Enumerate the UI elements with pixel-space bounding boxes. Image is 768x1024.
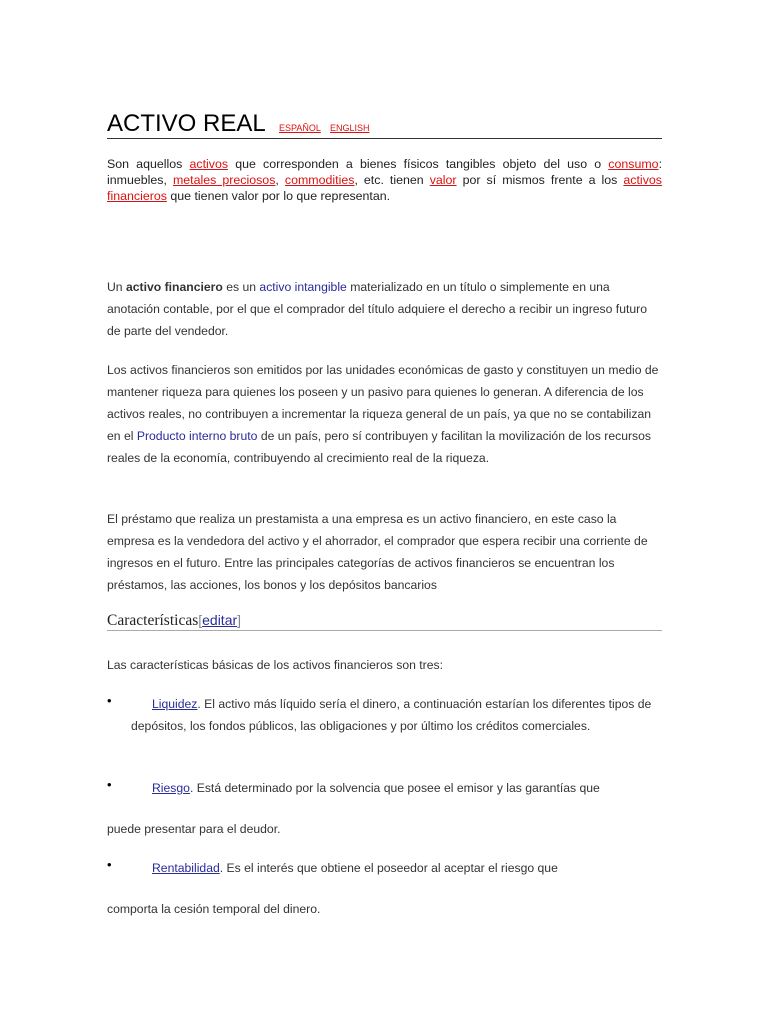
link-commodities[interactable]: commodities (284, 173, 355, 187)
language-link-spanish[interactable]: ESPAÑOL (279, 123, 321, 133)
link-producto-interno-bruto[interactable]: Producto interno bruto (136, 429, 258, 443)
section-heading-caracteristicas (107, 610, 662, 631)
link-metales-preciosos[interactable]: metales preciosos (172, 173, 276, 187)
link-activos-financieros[interactable]: activos financieros (107, 173, 662, 203)
intro-text: , (275, 173, 285, 187)
paragraph-emision (107, 359, 662, 469)
link-rentabilidad[interactable]: Rentabilidad (152, 861, 220, 875)
paragraph-activo-financiero (107, 276, 662, 342)
list-item-continuation: puede presentar para el deudor. (107, 822, 281, 836)
list-item-rentabilidad (131, 857, 662, 879)
list-item-riesgo (131, 777, 662, 799)
paragraph-text: de un país, pero sí contribuyen y facilitan la movilización de los recursos reales de la economía, contribuyendo al crecimiento real de la riqueza. (107, 429, 652, 465)
intro-text: que corresponden a bienes físicos tangibles objeto del uso o (228, 157, 609, 171)
bullet-symbol: • (107, 693, 112, 708)
paragraph-text: materializado en un título o simplemente en una anotación contable, por el que el comprador del título adquiere el derecho a recibir un ingreso futuro de parte del vendedor. (107, 280, 647, 338)
page-title: ACTIVO REAL (107, 110, 266, 137)
paragraph-text: Los activos financieros son emitidos por las unidades económicas de gasto y constituyen un medio de mantener riqueza para quienes los poseen y un pasivo para quienes lo generan. A diferencia de los activos reales, no contribuyen a incrementar la riqueza general de un país, ya que no se contabilizan en el (107, 363, 659, 443)
intro-text: por sí mismos frente a los (456, 173, 624, 187)
list-item-continuation: comporta la cesión temporal del dinero. (107, 902, 321, 916)
list-item-text: . Es el interés que obtiene el poseedor al aceptar el riesgo que (219, 861, 558, 875)
section-title: Características (107, 612, 199, 629)
bold-term: activo financiero (125, 280, 223, 294)
bullet-symbol: • (107, 777, 112, 792)
link-activos[interactable]: activos (189, 157, 229, 171)
list-item-liquidez (131, 693, 662, 737)
list-item-text: . Está determinado por la solvencia que posee el emisor y las garantías que (189, 781, 600, 795)
intro-text: : inmuebles, (107, 157, 663, 187)
link-liquidez[interactable]: Liquidez (152, 697, 198, 711)
intro-paragraph (107, 156, 662, 204)
link-riesgo[interactable]: Riesgo (152, 781, 190, 795)
list-item-text: . El activo más líquido sería el dinero, a continuación estarían los diferentes tipos de depósitos, los fondos públicos, las obligaciones y por último los créditos comerciales. (131, 697, 652, 733)
language-link-english[interactable]: ENGLISH (330, 123, 370, 133)
link-valor[interactable]: valor (429, 173, 457, 187)
intro-text: que tienen valor por lo que representan. (166, 189, 391, 203)
bracket: ] (237, 612, 242, 628)
intro-text: , etc. tienen (354, 173, 430, 187)
paragraph-prestamo: El préstamo que realiza un prestamista a una empresa es un activo financiero, en este caso la empresa es la vendedora del activo y el ahorrador, el comprador que espera recibir una corriente de ingresos en el futuro. Entre las principales categorías de activos financieros se encuentran los préstamos, las acciones, los bonos y los depósitos bancarios (107, 512, 648, 592)
paragraph-text: Un (107, 280, 126, 294)
intro-text: Son aquellos (107, 157, 190, 171)
paragraph-text: es un (222, 280, 260, 294)
title-row (107, 110, 662, 139)
lead-paragraph: Las características básicas de los activos financieros son tres: (107, 658, 443, 672)
link-consumo[interactable]: consumo (608, 157, 659, 171)
link-activo-intangible[interactable]: activo intangible (259, 280, 347, 294)
bracket: [ (198, 612, 203, 628)
edit-link[interactable]: editar (202, 612, 238, 628)
bullet-symbol: • (107, 857, 112, 872)
